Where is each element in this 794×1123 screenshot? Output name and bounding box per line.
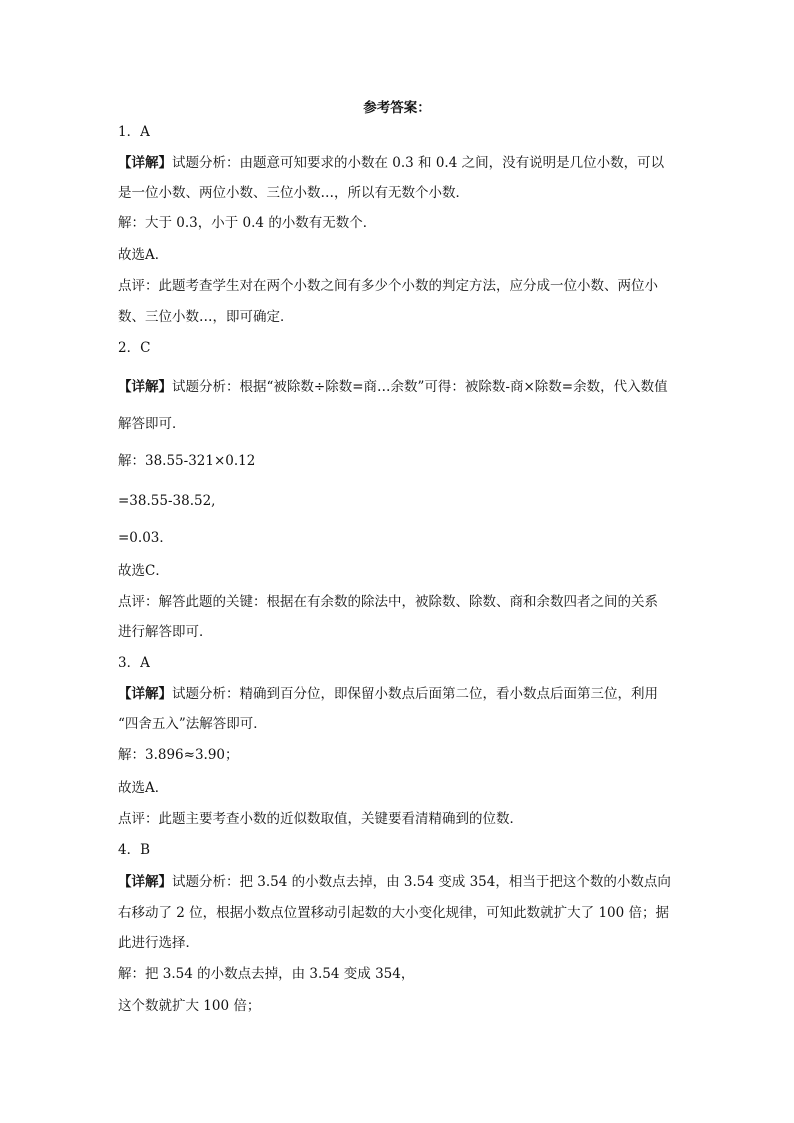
q4-solution-line-2: 这个数就扩大 100 倍； bbox=[118, 998, 261, 1014]
q1-analysis-text-1: 试题分析：由题意可知要求的小数在 0.3 和 0.4 之间，没有说明是几位小数，可以 bbox=[172, 155, 665, 171]
q4-number: 4．B bbox=[118, 842, 151, 858]
q4-analysis-text-1: 试题分析：把 3.54 的小数点去掉，由 3.54 变成 354，相当于把这个数的小数点向 bbox=[172, 874, 671, 890]
q2-step-1: =38.55-38.52, bbox=[118, 493, 216, 509]
q2-comment-line-2: 进行解答即可． bbox=[118, 624, 213, 640]
q1-analysis-line-1 bbox=[118, 153, 664, 173]
q4-analysis-line-3: 此进行选择． bbox=[118, 935, 199, 951]
q1-comment-line-2: 数、三位小数…，即可确定． bbox=[118, 309, 294, 325]
q3-choice: 故选A． bbox=[118, 780, 169, 796]
q2-comment-line-1: 点评：解答此题的关键：根据在有余数的除法中，被除数、除数、商和余数四者之间的关系 bbox=[118, 594, 658, 610]
page-title: 参考答案： bbox=[363, 100, 431, 116]
q4-solution-line-1: 解：把 3.54 的小数点去掉，由 3.54 变成 354， bbox=[118, 966, 415, 982]
q2-number: 2．C bbox=[118, 340, 151, 356]
q2-step-2: =0.03． bbox=[118, 530, 173, 546]
q2-analysis-line-1 bbox=[118, 377, 668, 397]
q4-analysis-line-2: 右移动了 2 位，根据小数点位置移动引起数的大小变化规律，可知此数就扩大了 100 倍；据 bbox=[118, 905, 670, 921]
q3-solution: 解：3.896≈3.90； bbox=[118, 747, 239, 763]
q3-comment: 点评：此题主要考查小数的近似数取值，关键要看清精确到的位数． bbox=[118, 811, 523, 827]
q1-choice: 故选A． bbox=[118, 247, 169, 263]
q4-xiangjie-tag: 【详解】 bbox=[118, 874, 172, 890]
q4-analysis-line-1 bbox=[118, 872, 671, 892]
q1-analysis-line-2: 是一位小数、两位小数、三位小数…，所以有无数个小数． bbox=[118, 185, 469, 201]
q1-xiangjie-tag: 【详解】 bbox=[118, 155, 172, 171]
q2-xiangjie-tag: 【详解】 bbox=[118, 379, 172, 395]
q3-analysis-line-1 bbox=[118, 684, 658, 704]
q3-analysis-line-2: “四舍五入”法解答即可． bbox=[118, 716, 267, 732]
q3-number: 3．A bbox=[118, 655, 150, 671]
q2-analysis-text-1: 试题分析：根据“被除数÷除数=商…余数”可得：被除数-商×除数=余数，代入数值 bbox=[172, 379, 668, 395]
q1-comment-line-1: 点评：此题考查学生对在两个小数之间有多少个小数的判定方法，应分成一位小数、两位小 bbox=[118, 278, 658, 294]
q2-solution: 解：38.55-321×0.12 bbox=[118, 453, 256, 469]
q2-analysis-line-2: 解答即可． bbox=[118, 416, 186, 432]
q3-xiangjie-tag: 【详解】 bbox=[118, 686, 172, 702]
q2-choice: 故选C． bbox=[118, 563, 169, 579]
q3-analysis-text-1: 试题分析：精确到百分位，即保留小数点后面第二位，看小数点后面第三位，利用 bbox=[172, 686, 658, 702]
q1-number: 1．A bbox=[118, 124, 150, 140]
q1-solution: 解：大于 0.3，小于 0.4 的小数有无数个． bbox=[118, 215, 377, 231]
